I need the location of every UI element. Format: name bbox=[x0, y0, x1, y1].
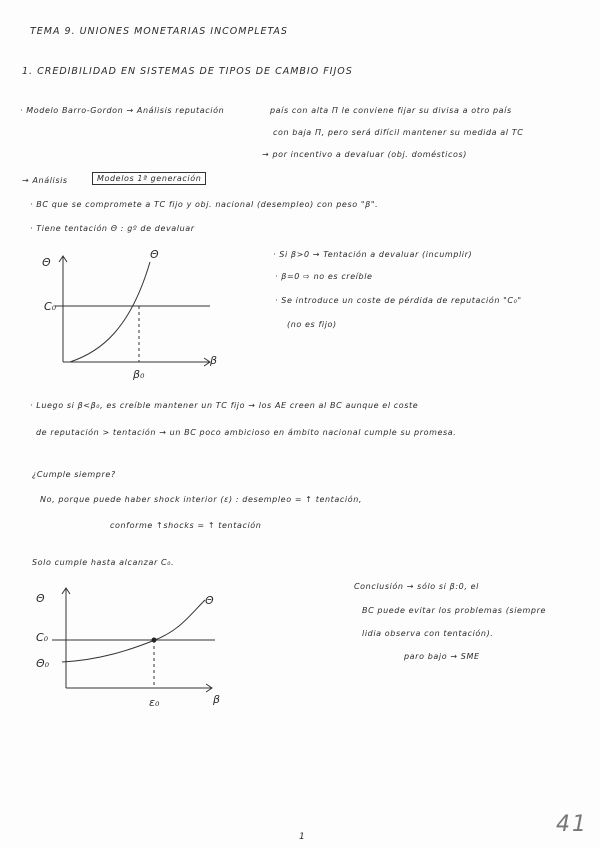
luego-line2: de reputación > tentación → un BC poco ambicioso en ámbito nacional cumple su promesa. bbox=[36, 428, 457, 437]
luego-line1: · Luego si β<β₀, es creíble mantener un TC fijo → los AE creen al BC aunque el coste bbox=[30, 401, 419, 410]
chart2-y-label: Θ bbox=[36, 592, 45, 605]
temptation-line: · Tiene tentación Θ : gº de devaluar bbox=[30, 224, 195, 233]
chart1-note1: · Si β>0 → Tentación a devaluar (incumplir) bbox=[273, 250, 473, 259]
chart2-theta0-label: Θ₀ bbox=[36, 657, 50, 670]
barro-note-line1: país con alta Π le conviene fijar su divisa a otro país bbox=[270, 106, 512, 115]
chart1-theta-curve bbox=[70, 262, 150, 362]
chart1-note2: · β=0 ⇨ no es creíble bbox=[275, 272, 373, 281]
section-heading: 1. CREDIBILIDAD EN SISTEMAS DE TIPOS DE CAMBIO FIJOS bbox=[22, 66, 353, 77]
analisis-label: → Análisis bbox=[22, 176, 68, 185]
conclusion-line1: Conclusión → sólo si β:0, el bbox=[354, 582, 479, 591]
page-number: 1 bbox=[299, 832, 306, 842]
conforme-line: conforme ↑shocks = ↑ tentación bbox=[110, 521, 262, 530]
cumple-question: ¿Cumple siempre? bbox=[32, 470, 116, 479]
chart2-theta-curve bbox=[62, 600, 205, 662]
chart1-c0-label: C₀ bbox=[44, 300, 57, 313]
models-generation-box: Modelos 1ª generación bbox=[92, 172, 206, 185]
chart1-b0-label: β₀ bbox=[133, 368, 145, 381]
chart1-y-label: Θ bbox=[42, 256, 51, 269]
conclusion-line4: paro bajo → SME bbox=[404, 652, 480, 661]
bc-commitment-line: · BC que se compromete a TC fijo y obj. nacional (desempleo) con peso "β". bbox=[30, 200, 379, 209]
no-shock-line: No, porque puede haber shock interior (ε) : desempleo = ↑ tentación, bbox=[40, 495, 363, 504]
chart1-note4: (no es fijo) bbox=[287, 320, 337, 329]
chart2-eps-label: ε₀ bbox=[149, 696, 160, 709]
barro-note-line2: con baja Π, pero será difícil mantener su medida al TC bbox=[273, 128, 524, 137]
chart2-curve-label: Θ bbox=[205, 594, 214, 607]
page-title: TEMA 9. UNIONES MONETARIAS INCOMPLETAS bbox=[30, 26, 288, 37]
chart1-curve-label: Θ bbox=[150, 248, 159, 261]
barro-note-line3: → por incentivo a devaluar (obj. domésticos) bbox=[262, 150, 467, 159]
conclusion-line3: lidia observa con tentación). bbox=[362, 629, 494, 638]
corner-mark: 41 bbox=[556, 812, 588, 837]
conclusion-line2: BC puede evitar los problemas (siempre bbox=[362, 606, 547, 615]
solo-cumple-line: Solo cumple hasta alcanzar C₀. bbox=[32, 558, 175, 567]
barro-gordon-label: · Modelo Barro-Gordon → Análisis reputación bbox=[20, 106, 225, 115]
chart2-x-label: β bbox=[213, 693, 221, 706]
chart1-x-label: β bbox=[210, 354, 218, 367]
chart1-note3: · Se introduce un coste de pérdida de reputación "C₀" bbox=[275, 296, 522, 305]
chart2-c0-label: C₀ bbox=[36, 631, 49, 644]
